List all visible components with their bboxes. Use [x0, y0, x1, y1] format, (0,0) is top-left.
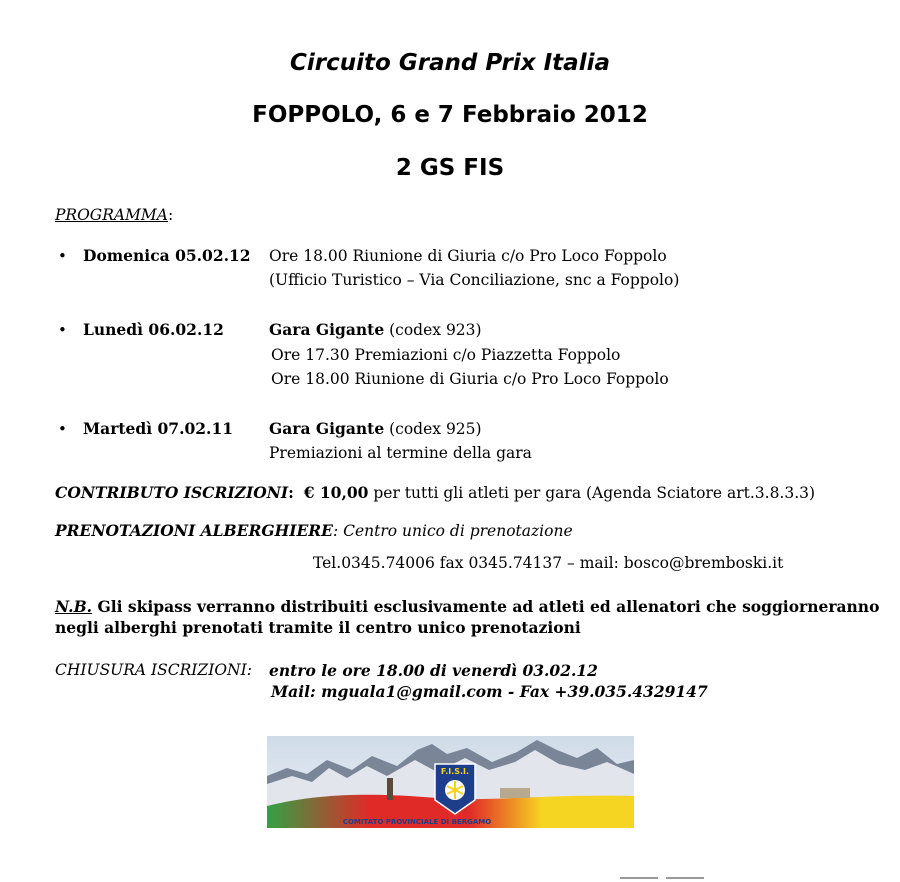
programma-label: PROGRAMMA — [55, 206, 168, 224]
line-text: Ore 17.30 Premiazioni c/o Piazzetta Foppolo — [271, 346, 621, 364]
mountain-banner-svg — [267, 736, 634, 828]
prenotazioni-text: : Centro unico di prenotazione — [332, 522, 573, 540]
programma-heading — [55, 206, 173, 224]
contributo-line — [55, 483, 815, 502]
day-label: Martedì 07.02.11 — [83, 419, 234, 438]
day-line — [271, 345, 620, 364]
bullet-icon: • — [58, 420, 67, 438]
line-text: (Ufficio Turistico – Via Conciliazione, snc a Foppolo) — [269, 271, 680, 289]
banner-caption: COMITATO PROVINCIALE DI BERGAMO — [342, 818, 492, 826]
day-line — [269, 246, 667, 265]
event-title: FOPPOLO, 6 e 7 Febbraio 2012 — [252, 102, 648, 128]
day-line — [269, 419, 482, 438]
page-mark — [620, 877, 658, 879]
line-text: Ore 18.00 Riunione di Giuria c/o Pro Loco Foppolo — [269, 247, 667, 265]
day-line — [271, 369, 669, 388]
chiusura-label: CHIUSURA ISCRIZIONI: — [55, 661, 252, 679]
chiusura-line-1: entro le ore 18.00 di venerdì 03.02.12 — [269, 661, 598, 680]
prenotazioni-line — [55, 521, 573, 540]
chiusura-line-2: Mail: mguala1@gmail.com - Fax +39.035.4329147 — [271, 682, 708, 701]
line-text: Premiazioni al termine della gara — [269, 444, 532, 462]
day-line — [269, 320, 482, 339]
contributo-text: per tutti gli atleti per gara (Agenda Sciatore art.3.8.3.3) — [368, 484, 816, 502]
prenotazioni-contacts: Tel.0345.74006 fax 0345.74137 – mail: bosco@bremboski.it — [313, 554, 784, 572]
village-buildings — [500, 788, 530, 798]
nb-label: N.B. — [55, 597, 93, 616]
day-label: Lunedì 06.02.12 — [83, 320, 224, 339]
races-title: 2 GS FIS — [395, 155, 505, 181]
nb-line-2: negli alberghi prenotati tramite il centro unico prenotazioni — [55, 618, 581, 637]
line-bold: Gara Gigante — [269, 320, 385, 339]
day-label: Domenica 05.02.12 — [83, 246, 251, 265]
day-line — [269, 443, 532, 462]
fisi-banner-image — [267, 736, 634, 828]
page-mark — [666, 877, 704, 879]
bullet-icon: • — [58, 321, 67, 339]
logo-text: F.I.S.I. — [440, 767, 470, 776]
circuit-title: Circuito Grand Prix Italia — [290, 50, 610, 76]
contributo-amount: € 10,00 — [303, 483, 369, 502]
line-text: Ore 18.00 Riunione di Giuria c/o Pro Loco Foppolo — [271, 370, 669, 388]
line-text: (codex 923) — [384, 321, 482, 339]
line-text: (codex 925) — [384, 420, 482, 438]
programma-colon: : — [168, 206, 174, 224]
contributo-colon: : — [288, 483, 294, 502]
bell-tower — [387, 778, 393, 800]
nb-line-1 — [55, 597, 879, 616]
day-line — [269, 270, 679, 289]
prenotazioni-label: PRENOTAZIONI ALBERGHIERE — [55, 521, 333, 540]
bullet-icon: • — [58, 247, 67, 265]
nb-text-1: Gli skipass verranno distribuiti esclusivamente ad atleti ed allenatori che soggiorneranno — [92, 597, 880, 616]
contributo-label: CONTRIBUTO ISCRIZIONI — [55, 483, 289, 502]
line-bold: Gara Gigante — [269, 419, 385, 438]
